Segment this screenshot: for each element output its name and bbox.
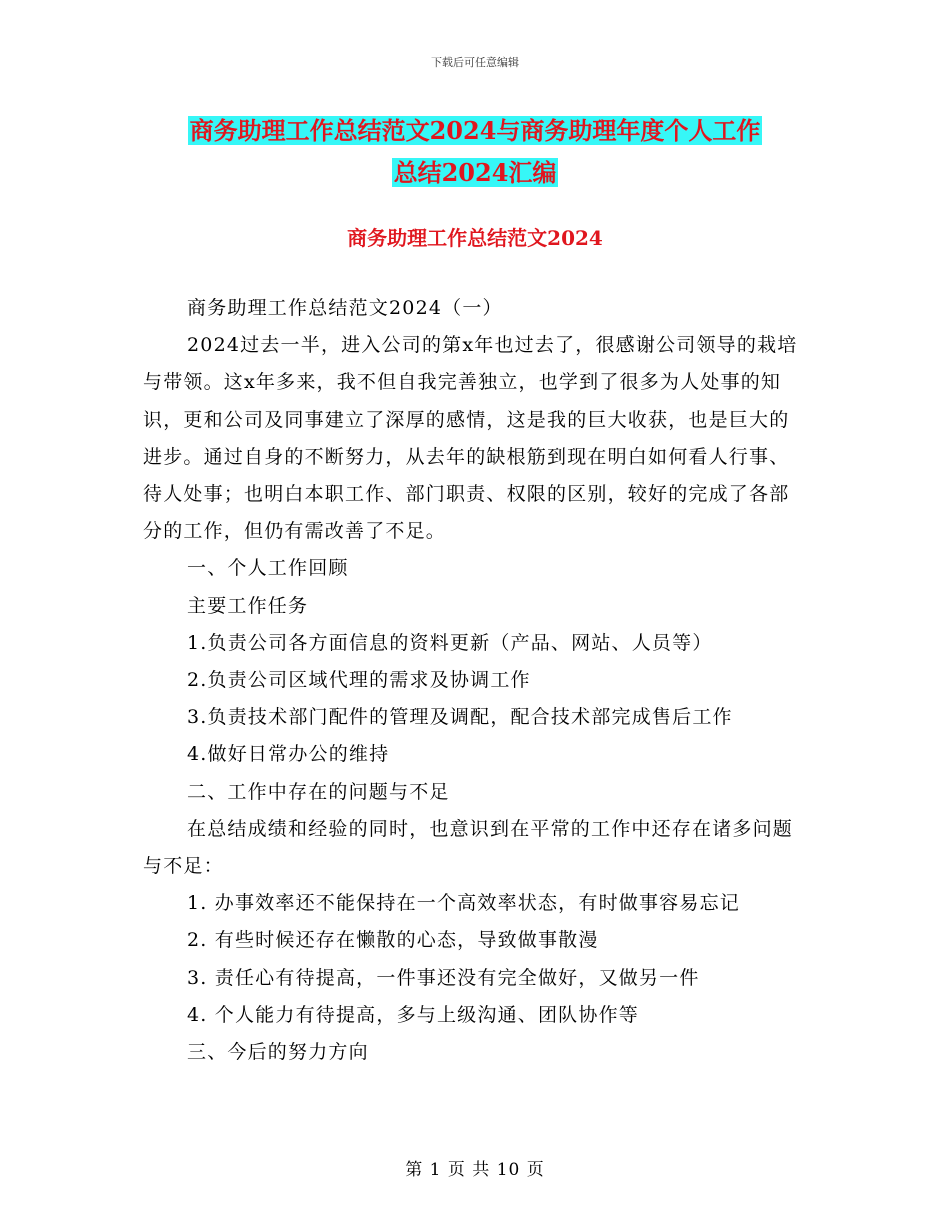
list-item: 3.负责技术部门配件的管理及调配，配合技术部完成售后工作	[187, 706, 733, 729]
header-note: 下载后可任意编辑	[431, 56, 519, 69]
page-footer: 第 1 页 共 10 页	[405, 1160, 545, 1180]
list-item: 4. 个人能力有待提高，多与上级沟通、团队协作等	[187, 1003, 639, 1026]
title-line-2: 总结2024汇编	[393, 158, 557, 187]
title-line-1: 商务助理工作总结范文2024与商务助理年度个人工作	[189, 116, 761, 145]
list-item: 2.负责公司区域代理的需求及协调工作	[187, 669, 531, 692]
paragraph: 2024过去一半，进入公司的第x年也过去了，很感谢公司领导的栽培与带领。这x年多来，我不但自我完善独立，也学到了很多为人处事的知识，更和公司及同事建立了深厚的感情，这是我的巨大收获，也是巨大的进步。通过自身的不断努力，从去年的缺根筋到现在明白如何看人行事、待人处事；也明白本职工作、部门职责、权限的区别，较好的完成了各部分的工作，但仍有需改善了不足。	[143, 334, 798, 543]
section-title: 商务助理工作总结范文2024	[347, 226, 603, 250]
list-item: 1.负责公司各方面信息的资料更新（产品、网站、人员等）	[187, 631, 713, 654]
list-item: 2. 有些时候还存在懒散的心态，导致做事散漫	[187, 929, 599, 952]
list-item: 3. 责任心有待提高，一件事还没有完全做好，又做另一件	[187, 966, 700, 989]
heading-paragraph: 二、工作中存在的问题与不足	[187, 780, 450, 803]
paragraph: 在总结成绩和经验的同时，也意识到在平常的工作中还存在诸多问题与不足：	[143, 817, 794, 878]
list-item: 1. 办事效率还不能保持在一个高效率状态，有时做事容易忘记	[187, 892, 740, 915]
list-item: 4.做好日常办公的维持	[187, 743, 390, 766]
heading-paragraph: 三、今后的努力方向	[187, 1041, 369, 1064]
paragraph: 商务助理工作总结范文2024（一）	[187, 297, 503, 319]
paragraph: 主要工作任务	[187, 594, 309, 617]
heading-paragraph: 一、个人工作回顾	[187, 557, 349, 580]
document-title	[0, 110, 950, 194]
document-body	[143, 290, 808, 1071]
